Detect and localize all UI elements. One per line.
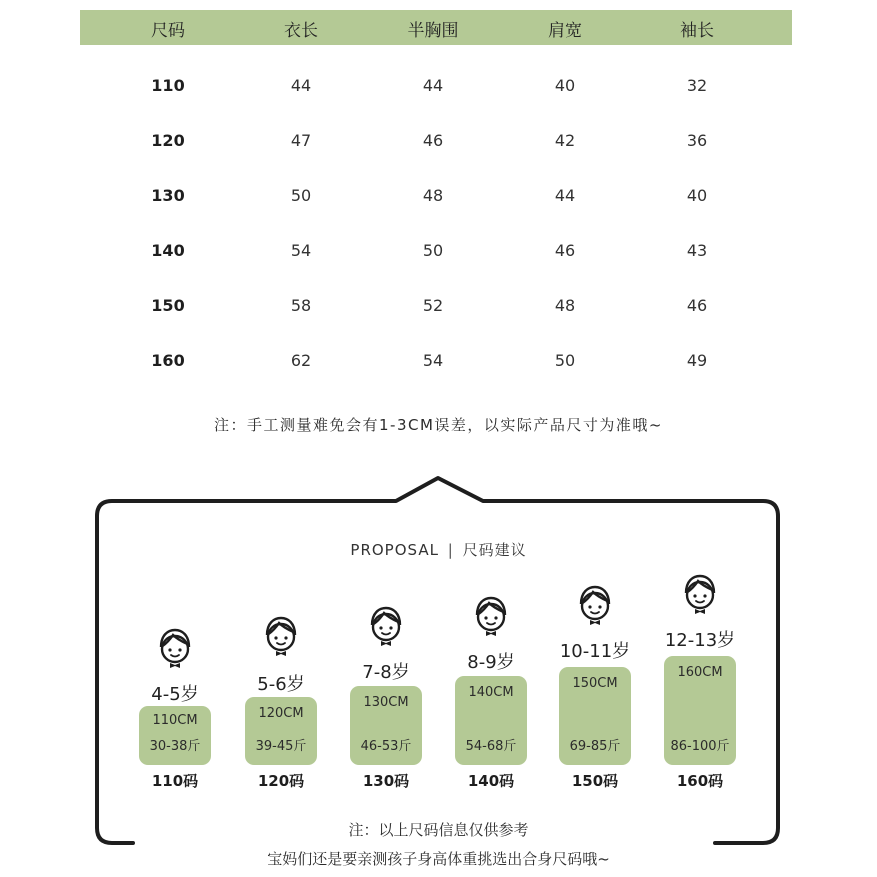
age-label: 4-5岁 bbox=[151, 684, 199, 705]
table-cell: 49 bbox=[686, 351, 708, 370]
table-cell: 42 bbox=[554, 131, 576, 150]
table-cell: 46 bbox=[686, 296, 708, 315]
height-label: 160CM bbox=[677, 665, 723, 680]
size-box bbox=[664, 656, 736, 765]
size-code-label: 140码 bbox=[467, 772, 515, 790]
table-cell: 47 bbox=[290, 131, 312, 150]
age-label: 5-6岁 bbox=[257, 674, 305, 695]
table-header-cell: 半胸围 bbox=[407, 21, 459, 41]
table-cell: 46 bbox=[554, 241, 576, 260]
table-cell: 40 bbox=[554, 76, 576, 95]
table-cell: 54 bbox=[422, 351, 444, 370]
table-size-cell: 150 bbox=[151, 296, 185, 315]
proposal-title-en: PROPOSAL bbox=[350, 541, 439, 559]
age-label: 12-13岁 bbox=[664, 630, 736, 651]
height-label: 150CM bbox=[572, 676, 618, 691]
kid-face-icon bbox=[573, 582, 617, 626]
weight-label: 46-53斤 bbox=[360, 739, 412, 754]
table-header-cell: 尺码 bbox=[151, 21, 185, 41]
kid-face-icon bbox=[678, 571, 722, 615]
table-size-cell: 110 bbox=[151, 76, 185, 95]
reference-note: 注：以上尺码信息仅供参考 bbox=[348, 821, 529, 839]
table-header-cell: 袖长 bbox=[680, 21, 714, 41]
table-cell: 40 bbox=[686, 186, 708, 205]
table-header-cell: 肩宽 bbox=[548, 21, 582, 41]
proposal-separator: | bbox=[447, 541, 454, 559]
advice-note: 宝妈们还是要亲测孩子身高体重挑选出合身尺码哦~ bbox=[267, 850, 610, 868]
table-cell: 50 bbox=[422, 241, 444, 260]
size-code-label: 120码 bbox=[257, 772, 305, 790]
kid-face-icon bbox=[259, 613, 303, 657]
proposal-title-cn: 尺码建议 bbox=[462, 541, 527, 559]
table-cell: 54 bbox=[290, 241, 312, 260]
kid-face-icon bbox=[364, 603, 408, 647]
table-cell: 48 bbox=[422, 186, 444, 205]
size-box bbox=[455, 676, 527, 765]
height-label: 140CM bbox=[468, 685, 514, 700]
measurement-note: 注：手工测量难免会有1-3CM误差，以实际产品尺寸为准哦~ bbox=[214, 416, 663, 434]
table-cell: 52 bbox=[422, 296, 444, 315]
table-cell: 48 bbox=[554, 296, 576, 315]
kid-face-icon bbox=[153, 625, 197, 669]
weight-label: 54-68斤 bbox=[465, 739, 517, 754]
table-cell: 36 bbox=[686, 131, 708, 150]
table-cell: 62 bbox=[290, 351, 312, 370]
table-cell: 44 bbox=[422, 76, 444, 95]
weight-label: 69-85斤 bbox=[569, 739, 621, 754]
table-cell: 44 bbox=[290, 76, 312, 95]
table-size-cell: 160 bbox=[151, 351, 185, 370]
table-cell: 44 bbox=[554, 186, 576, 205]
size-box bbox=[139, 706, 211, 765]
height-label: 110CM bbox=[152, 713, 198, 728]
table-cell: 50 bbox=[554, 351, 576, 370]
size-code-label: 150码 bbox=[571, 772, 619, 790]
size-box bbox=[245, 697, 317, 765]
table-size-cell: 130 bbox=[151, 186, 185, 205]
age-label: 10-11岁 bbox=[559, 641, 631, 662]
height-label: 120CM bbox=[258, 706, 304, 721]
weight-label: 86-100斤 bbox=[670, 739, 730, 754]
height-label: 130CM bbox=[363, 695, 409, 710]
proposal-title bbox=[0, 539, 877, 560]
table-size-cell: 140 bbox=[151, 241, 185, 260]
table-cell: 50 bbox=[290, 186, 312, 205]
size-box bbox=[350, 686, 422, 765]
age-label: 8-9岁 bbox=[467, 652, 515, 673]
table-cell: 46 bbox=[422, 131, 444, 150]
weight-label: 30-38斤 bbox=[149, 739, 201, 754]
size-box bbox=[559, 667, 631, 765]
age-label: 7-8岁 bbox=[362, 662, 410, 683]
table-cell: 43 bbox=[686, 241, 708, 260]
table-cell: 58 bbox=[290, 296, 312, 315]
size-code-label: 130码 bbox=[362, 772, 410, 790]
kid-face-icon bbox=[469, 593, 513, 637]
table-size-cell: 120 bbox=[151, 131, 185, 150]
weight-label: 39-45斤 bbox=[255, 739, 307, 754]
size-code-label: 110码 bbox=[151, 772, 199, 790]
table-cell: 32 bbox=[686, 76, 708, 95]
table-header-cell: 衣长 bbox=[284, 21, 318, 41]
size-code-label: 160码 bbox=[676, 772, 724, 790]
